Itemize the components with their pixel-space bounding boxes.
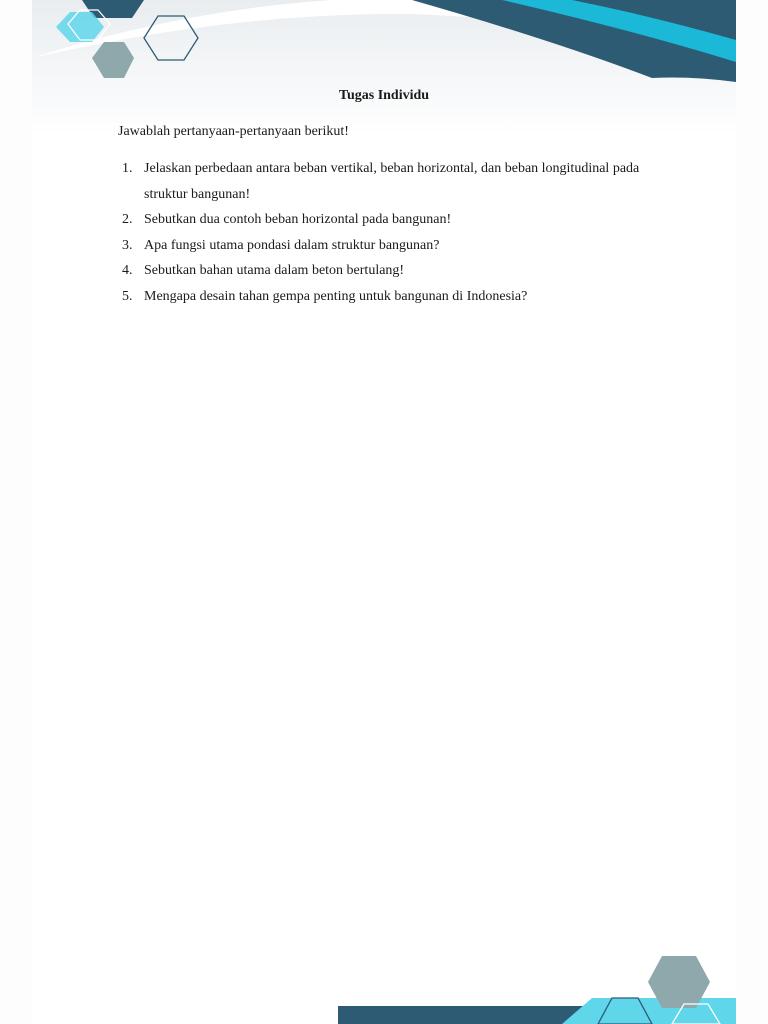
header-decoration: [32, 0, 736, 140]
question-item: [118, 233, 678, 259]
question-text: Mengapa desain tahan gempa penting untuk bangunan di Indonesia?: [144, 288, 528, 304]
footer-bar-cyan: [562, 998, 736, 1024]
question-number: 5.: [122, 288, 133, 304]
question-item: [118, 258, 678, 284]
page-margin-left: [0, 0, 32, 1024]
question-number: 2.: [122, 212, 133, 227]
question-item: [118, 156, 678, 207]
question-text: Jelaskan perbedaan antara beban vertikal, beban horizontal, dan beban longitudinal pada struktur bangunan!: [144, 161, 640, 202]
question-text: Apa fungsi utama pondasi dalam struktur bangunan?: [144, 237, 440, 253]
instructions-text: Jawablah pertanyaan-pertanyaan berikut!: [118, 124, 349, 139]
question-list: [118, 156, 678, 309]
page-margin-right: [736, 0, 768, 1024]
question-item: [118, 207, 678, 233]
footer-decoration: [32, 940, 736, 1024]
document-title: Tugas Individu: [338, 88, 430, 103]
question-text: Sebutkan bahan utama dalam beton bertulang!: [144, 263, 405, 278]
document-page: [32, 0, 736, 1024]
question-number: 3.: [122, 237, 133, 253]
question-number: 4.: [122, 263, 133, 278]
question-item: [118, 284, 678, 310]
question-text: Sebutkan dua contoh beban horizontal pada bangunan!: [144, 212, 452, 227]
question-number: 1.: [122, 161, 133, 176]
